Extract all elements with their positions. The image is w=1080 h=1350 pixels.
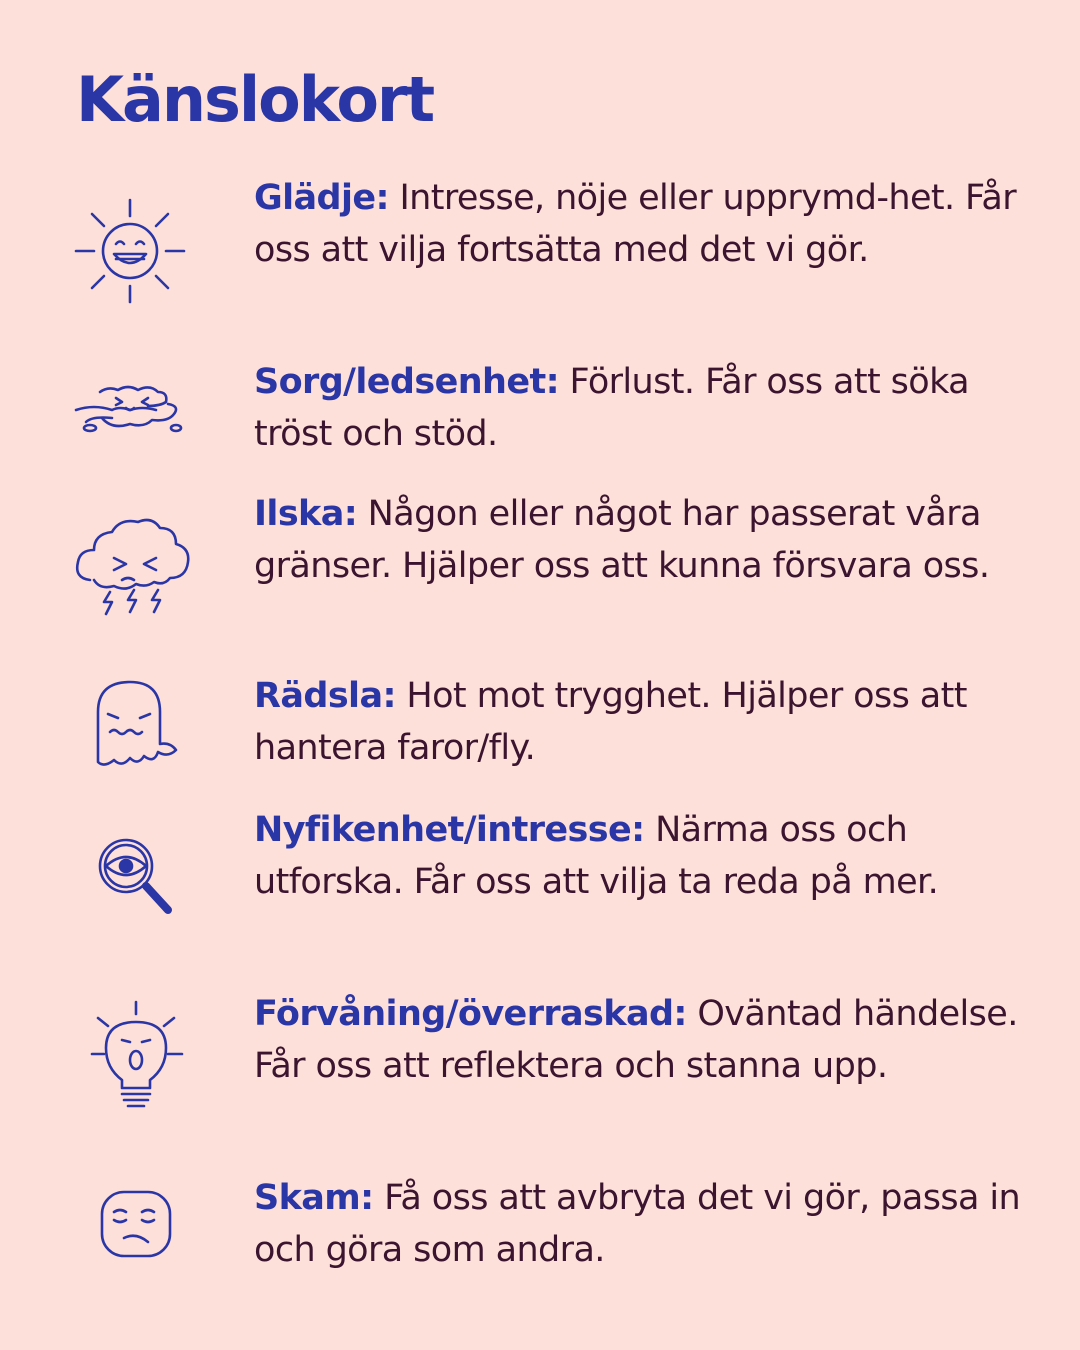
ghost-icon [90, 676, 182, 772]
ashamed-face-icon [98, 1188, 174, 1260]
emotion-description: Intresse, nöje eller upprymd-het. Får oss att vilja fortsätta med det vi gör. [254, 178, 1017, 270]
emotion-term: Nyfikenhet/intresse: [254, 810, 645, 850]
emotion-description: Närma oss och utforska. Får oss att vilja ta reda på mer. [254, 810, 939, 902]
storm-cloud-icon [72, 518, 192, 618]
emotion-text [254, 670, 1024, 774]
emotion-description: Hot mot trygghet. Hjälper oss att hantera faror/fly. [254, 676, 967, 768]
magnifier-eye-icon [96, 836, 176, 920]
lightbulb-icon [88, 998, 184, 1110]
page-title: Känslokort [76, 63, 434, 136]
emotion-term: Förvåning/överraskad: [254, 994, 687, 1034]
emotion-text [254, 1172, 1024, 1276]
emotion-text [254, 804, 1024, 908]
emotion-term: Glädje: [254, 178, 389, 218]
emotion-description: Någon eller något har passerat våra gränser. Hjälper oss att kunna försvara oss. [254, 494, 990, 586]
emotion-term: Skam: [254, 1178, 374, 1218]
emotion-term: Sorg/ledsenhet: [254, 362, 560, 402]
emotion-description: Oväntad händelse. Får oss att reflektera och stanna upp. [254, 994, 1018, 1086]
puddle-icon [72, 384, 190, 444]
emotion-text [254, 988, 1024, 1092]
emotion-term: Ilska: [254, 494, 358, 534]
emotion-description: Förlust. Får oss att söka tröst och stöd. [254, 362, 970, 454]
emotion-description: Få oss att avbryta det vi gör, passa in och göra som andra. [254, 1178, 1021, 1270]
emotion-term: Rädsla: [254, 676, 396, 716]
emotion-text [254, 172, 1024, 276]
emotion-text [254, 488, 1024, 592]
sun-icon [72, 196, 188, 306]
emotion-text [254, 356, 1024, 460]
